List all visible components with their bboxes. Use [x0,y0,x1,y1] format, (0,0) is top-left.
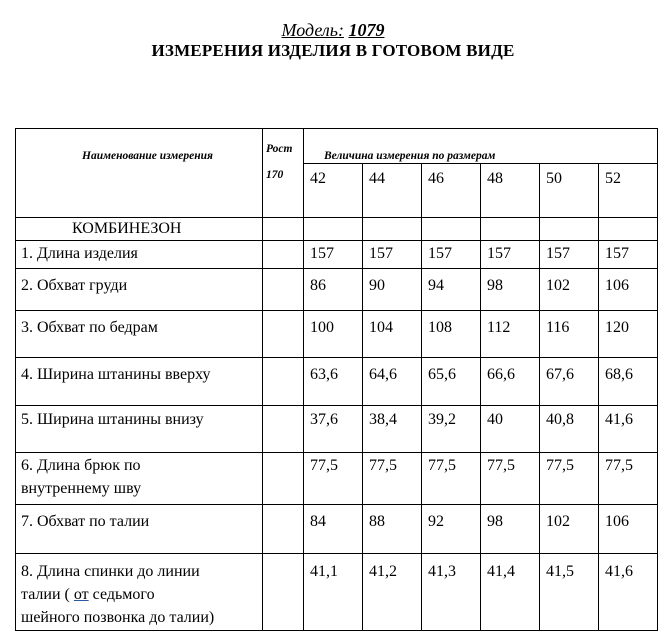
measurement-value: 41,6 [605,563,633,580]
row-divider [15,405,658,406]
size-column-header: 48 [487,170,503,187]
measurement-value: 77,5 [605,457,633,474]
measurement-value: 120 [605,319,629,336]
column-divider [303,128,304,631]
measurement-value: 108 [428,319,452,336]
size-column-header: 50 [546,170,562,187]
measurement-value: 41,3 [428,563,456,580]
underlined-word: от [73,586,89,603]
measurement-value: 98 [487,513,503,530]
measurement-name: 7. Обхват по талии [21,513,150,530]
column-divider [598,163,599,631]
measurement-value: 41,1 [310,563,338,580]
measurement-name: талии ( от седьмого [21,586,155,603]
measurement-value: 84 [310,513,326,530]
measurement-value: 77,5 [310,457,338,474]
measurement-value: 92 [428,513,444,530]
size-column-header: 52 [605,170,621,187]
measurement-value: 37,6 [310,411,338,428]
measurement-value: 157 [428,245,452,262]
measurement-name: 8. Длина спинки до линии [21,563,200,580]
height-value: 170 [266,169,284,181]
row-divider [15,268,658,269]
measurement-value: 77,5 [487,457,515,474]
measurement-value: 68,6 [605,366,633,383]
measurement-value: 112 [487,319,511,336]
model-title [0,20,666,40]
measurement-value: 102 [546,277,570,294]
measurement-value: 77,5 [546,457,574,474]
column-divider [362,163,363,631]
measurement-value: 41,5 [546,563,574,580]
row-divider [15,310,658,311]
measurement-value: 40 [487,411,503,428]
measurement-value: 41,2 [369,563,397,580]
measurement-value: 100 [310,319,334,336]
column-divider [15,128,16,631]
measurement-name: шейного позвонка до талии) [21,609,215,626]
measurement-name: 4. Ширина штанины вверху [21,366,211,383]
measurement-value: 77,5 [428,457,456,474]
measurement-name: 5. Ширина штанины внизу [21,411,204,428]
measurement-value: 38,4 [369,411,397,428]
measurement-value: 116 [546,319,570,336]
measurement-value: 157 [546,245,570,262]
column-divider [421,163,422,631]
measurement-value: 41,4 [487,563,515,580]
measurement-value: 41,6 [605,411,633,428]
column-divider [539,163,540,631]
section-title: КОМБИНЕЗОН [72,220,182,237]
measurement-value: 106 [605,513,629,530]
height-label: Рост [266,143,293,155]
column-divider [657,128,658,631]
row-divider [15,504,658,505]
sizes-header: Величина измерения по размерам [324,150,496,162]
measurement-name: 1. Длина изделия [21,245,138,262]
model-label: Модель: [281,20,344,40]
model-number: 1079 [348,20,385,40]
size-column-header: 46 [428,170,444,187]
column-divider [262,128,263,631]
row-divider [15,452,658,453]
measurement-value: 66,6 [487,366,515,383]
row-divider [15,630,658,631]
measurement-value: 98 [487,277,503,294]
measurement-value: 39,2 [428,411,456,428]
row-divider [15,553,658,554]
measurement-value: 63,6 [310,366,338,383]
table-border-top [15,128,658,129]
measurement-name: 2. Обхват груди [21,277,128,294]
measurement-value: 157 [487,245,511,262]
measurement-value: 104 [369,319,393,336]
measurement-value: 40,8 [546,411,574,428]
row-divider [15,240,658,241]
measurement-value: 65,6 [428,366,456,383]
row-divider [15,357,658,358]
col-name-header: Наименование измерения [82,150,213,162]
measurement-value: 157 [369,245,393,262]
measurement-value: 86 [310,277,326,294]
column-divider [480,163,481,631]
measurement-value: 77,5 [369,457,397,474]
measurement-value: 88 [369,513,385,530]
measurement-value: 102 [546,513,570,530]
measurement-value: 90 [369,277,385,294]
measurement-value: 67,6 [546,366,574,383]
measurement-value: 157 [605,245,629,262]
measurement-value: 106 [605,277,629,294]
measurement-name: 3. Обхват по бедрам [21,319,158,336]
measurement-value: 64,6 [369,366,397,383]
measurement-value: 157 [310,245,334,262]
page-title: ИЗМЕРЕНИЯ ИЗДЕЛИЯ В ГОТОВОМ ВИДЕ [151,41,515,60]
size-column-header: 44 [369,170,385,187]
size-column-header: 42 [310,170,326,187]
measurement-name: внутреннему шву [21,480,142,497]
measurement-value: 94 [428,277,444,294]
measurement-name: 6. Длина брюк по [21,457,141,474]
